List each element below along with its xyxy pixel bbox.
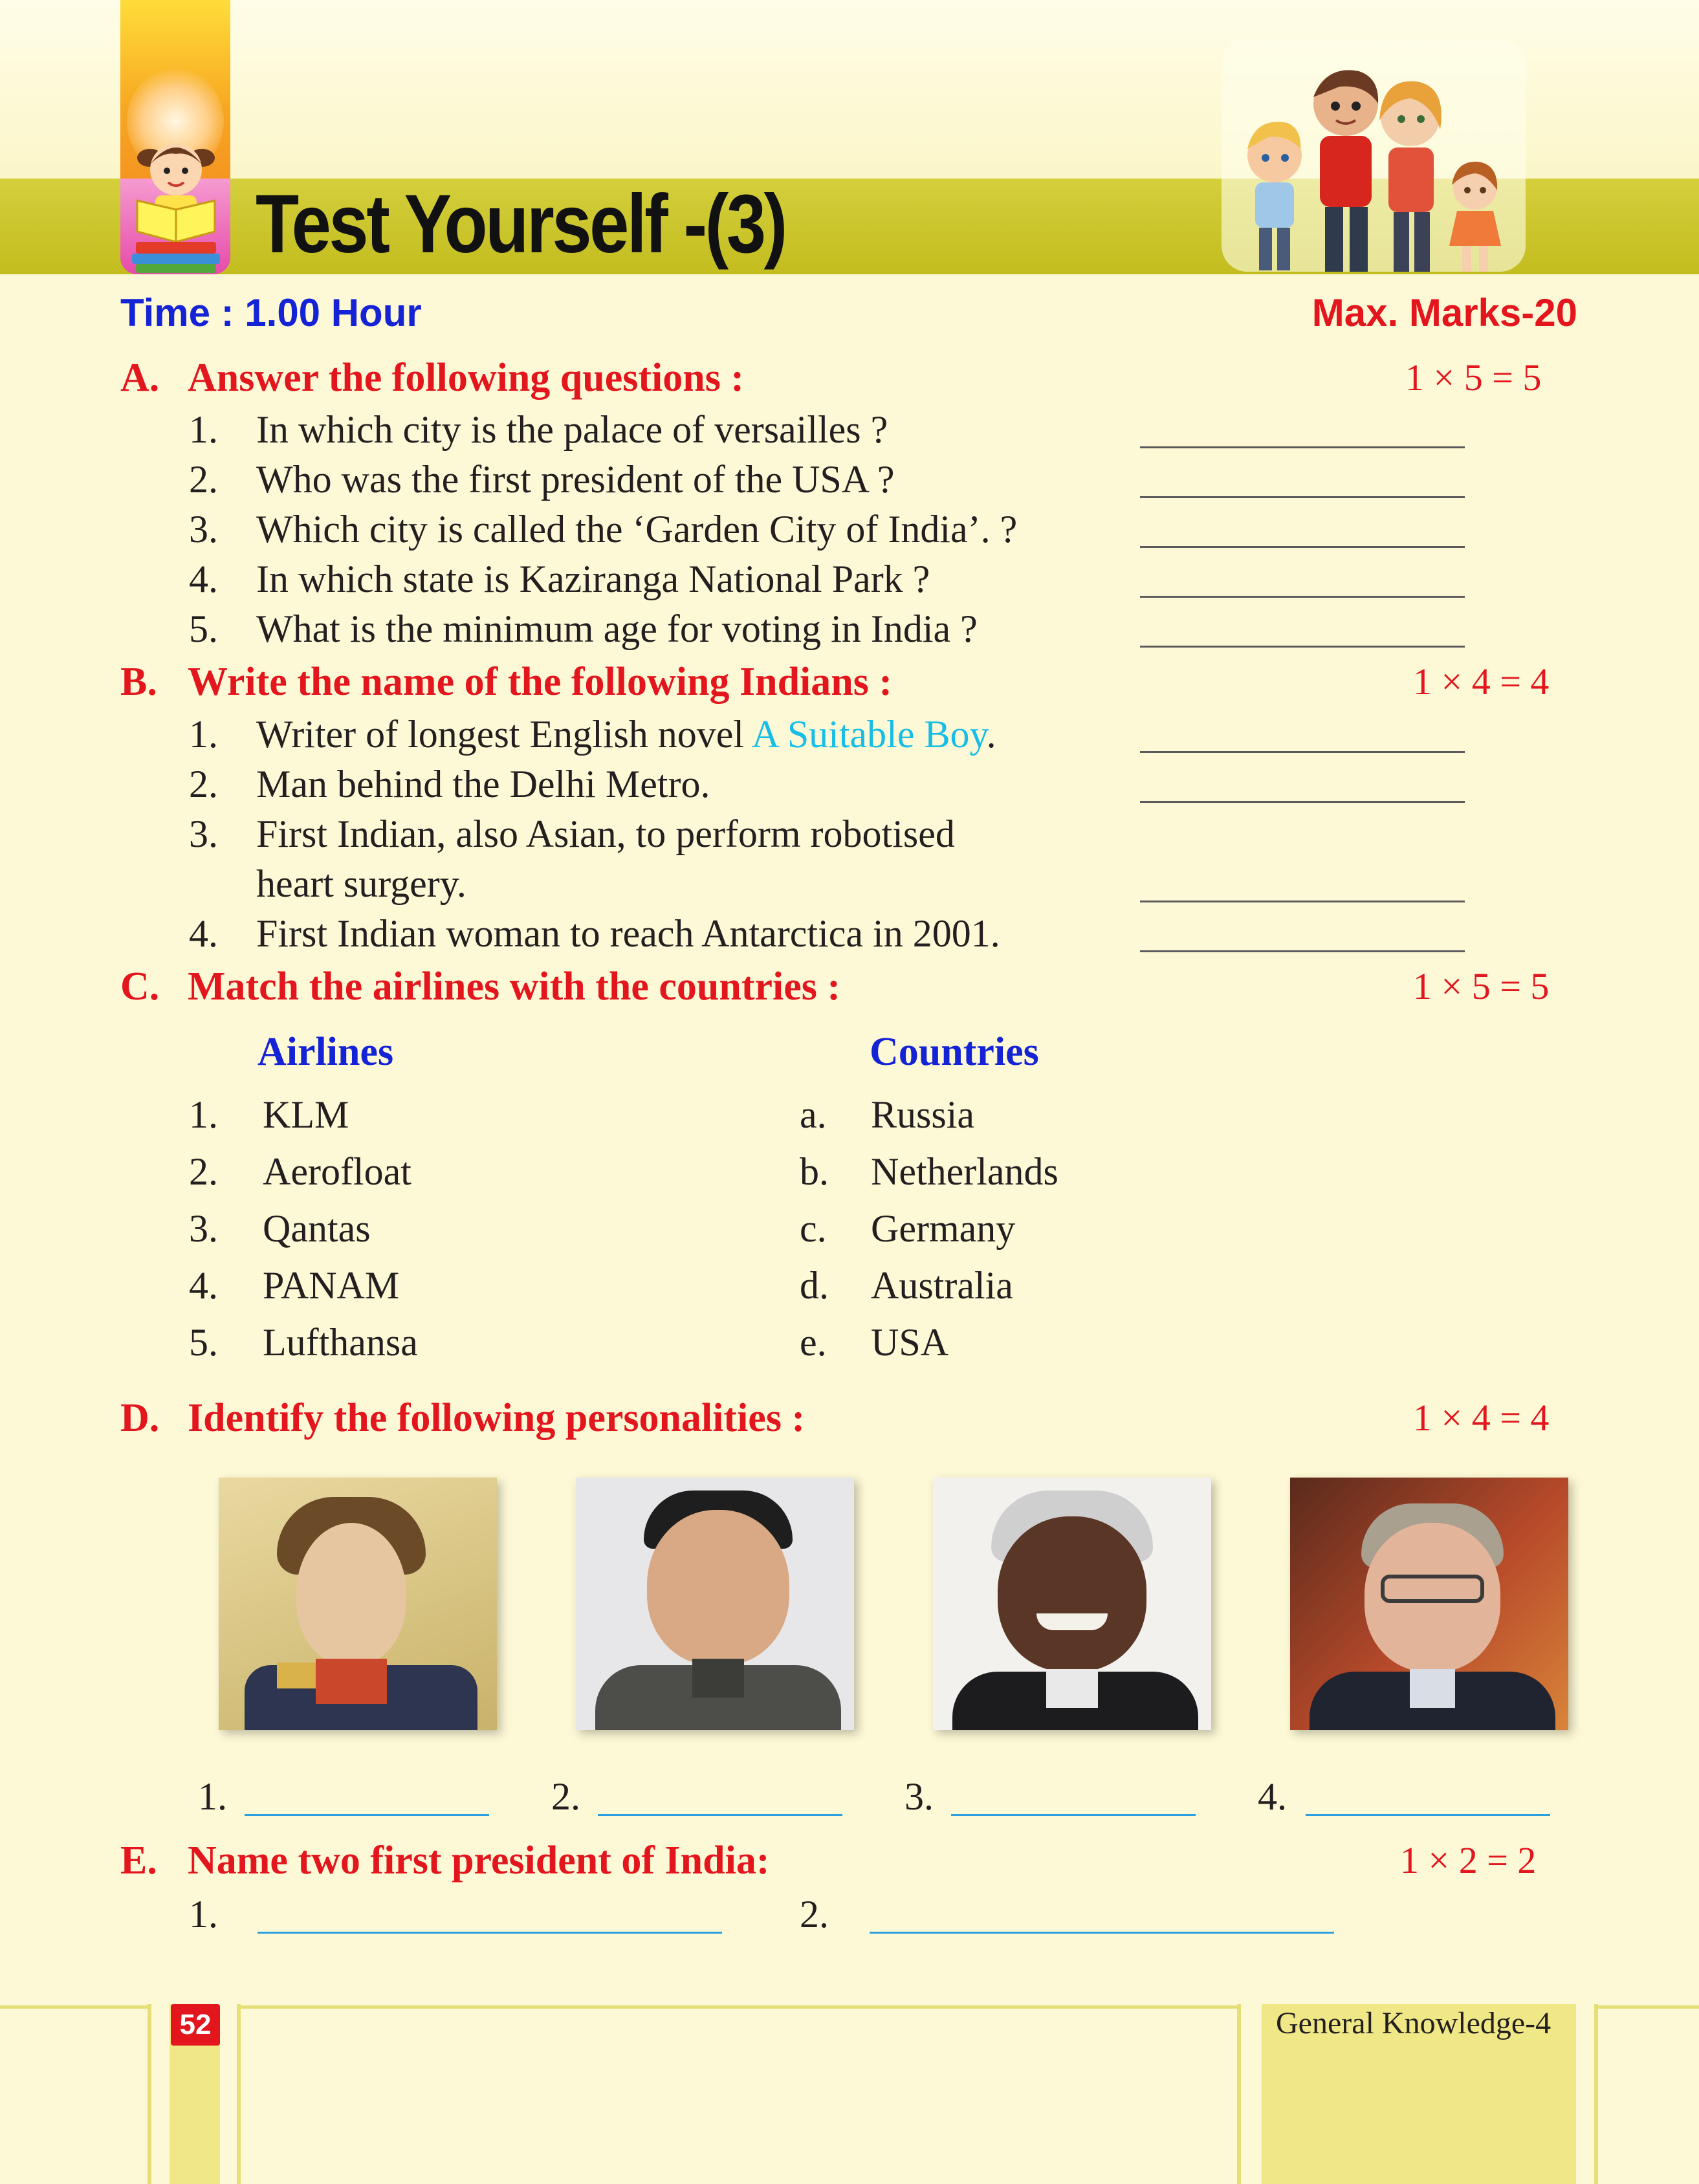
footer-divider bbox=[1594, 2004, 1598, 2184]
answer-line[interactable] bbox=[1140, 596, 1465, 598]
airline-name: KLM bbox=[263, 1093, 349, 1136]
question-text: First Indian woman to reach Antarctica in 2001. bbox=[256, 912, 1000, 955]
section-b-letter: B. bbox=[120, 660, 157, 704]
country-letter: c. bbox=[800, 1207, 827, 1250]
answer-number: 1. bbox=[189, 1893, 218, 1936]
family-cartoon-illustration bbox=[1229, 58, 1527, 278]
footer-divider bbox=[1237, 2004, 1241, 2184]
answer-number: 2. bbox=[800, 1893, 829, 1936]
question-text-continuation: heart surgery. bbox=[256, 862, 466, 905]
question-number: 1. bbox=[189, 408, 218, 451]
section-e-marks: 1 × 2 = 2 bbox=[1400, 1839, 1537, 1881]
answer-line[interactable] bbox=[245, 1814, 489, 1816]
question-number: 2. bbox=[189, 458, 218, 501]
section-d-heading: Identify the following personalities : bbox=[188, 1396, 806, 1440]
answer-line[interactable] bbox=[1140, 446, 1465, 448]
answer-line[interactable] bbox=[1140, 901, 1465, 902]
section-d-marks: 1 × 4 = 4 bbox=[1413, 1397, 1550, 1439]
page-title: Test Yourself -(3) bbox=[256, 178, 785, 270]
airline-name: PANAM bbox=[263, 1264, 400, 1307]
country-name: Germany bbox=[871, 1207, 1016, 1250]
book-title: General Knowledge-4 bbox=[1276, 2006, 1551, 2040]
question-number: 5. bbox=[189, 607, 218, 650]
answer-number: 3. bbox=[904, 1775, 934, 1818]
question-text: In which state is Kaziranga National Park ? bbox=[256, 558, 930, 600]
airline-name: Lufthansa bbox=[263, 1321, 418, 1364]
section-a-heading: Answer the following questions : bbox=[188, 356, 745, 400]
personality-photo-3 bbox=[933, 1478, 1211, 1730]
footer-rule bbox=[1598, 2005, 1699, 2009]
question-text-suffix: . bbox=[986, 713, 996, 756]
answer-line[interactable] bbox=[1140, 496, 1465, 498]
section-c-heading: Match the airlines with the countries : bbox=[188, 965, 841, 1009]
max-marks-label: Max. Marks-20 bbox=[1311, 291, 1577, 334]
question-text bbox=[256, 709, 996, 759]
question-text: Who was the first president of the USA ? bbox=[256, 458, 895, 501]
country-name: Russia bbox=[871, 1093, 975, 1136]
airline-number: 5. bbox=[189, 1321, 218, 1364]
personality-photo-4 bbox=[1290, 1478, 1568, 1730]
answer-line[interactable] bbox=[1140, 646, 1465, 648]
footer-rule bbox=[241, 2005, 1241, 2009]
footer-rule bbox=[0, 2005, 148, 2009]
airlines-column-heading: Airlines bbox=[258, 1030, 394, 1074]
section-b-marks: 1 × 4 = 4 bbox=[1413, 661, 1550, 703]
time-label: Time : 1.00 Hour bbox=[120, 291, 422, 334]
country-name: USA bbox=[871, 1321, 949, 1364]
question-text-prefix: Writer of longest English novel bbox=[256, 713, 752, 756]
answer-line[interactable] bbox=[1140, 546, 1465, 548]
section-c-marks: 1 × 5 = 5 bbox=[1413, 965, 1550, 1007]
footer-divider bbox=[148, 2004, 151, 2184]
airline-number: 3. bbox=[189, 1207, 218, 1250]
question-text: Which city is called the ‘Garden City of India’. ? bbox=[256, 508, 1018, 551]
book-title-highlight: A Suitable Boy bbox=[751, 713, 987, 756]
country-letter: e. bbox=[800, 1321, 827, 1364]
footer-divider bbox=[237, 2004, 241, 2184]
answer-line[interactable] bbox=[1140, 801, 1465, 803]
country-letter: b. bbox=[800, 1150, 829, 1193]
personality-photo-2 bbox=[576, 1478, 854, 1730]
section-d-letter: D. bbox=[120, 1396, 160, 1440]
airline-number: 1. bbox=[189, 1093, 218, 1136]
section-c-letter: C. bbox=[120, 965, 160, 1009]
question-number: 3. bbox=[189, 813, 218, 855]
answer-number: 2. bbox=[551, 1775, 580, 1818]
girl-reading-illustration bbox=[124, 124, 228, 274]
personality-photo-1 bbox=[219, 1478, 497, 1730]
airline-name: Qantas bbox=[263, 1207, 371, 1250]
question-number: 4. bbox=[189, 558, 218, 600]
section-a-letter: A. bbox=[120, 356, 160, 400]
answer-line[interactable] bbox=[1306, 1814, 1550, 1816]
country-name: Australia bbox=[871, 1264, 1013, 1307]
section-e-heading: Name two first president of India: bbox=[188, 1839, 770, 1883]
answer-number: 4. bbox=[1258, 1775, 1287, 1818]
question-number: 1. bbox=[189, 713, 218, 756]
countries-column-heading: Countries bbox=[870, 1030, 1039, 1074]
question-text: In which city is the palace of versailles ? bbox=[256, 408, 888, 451]
question-number: 2. bbox=[189, 763, 218, 805]
answer-number: 1. bbox=[198, 1775, 227, 1818]
page-number-badge: 52 bbox=[171, 2004, 220, 2046]
airline-name: Aerofloat bbox=[263, 1150, 411, 1193]
airline-number: 2. bbox=[189, 1150, 218, 1193]
country-name: Netherlands bbox=[871, 1150, 1058, 1193]
answer-line[interactable] bbox=[598, 1814, 842, 1816]
airline-number: 4. bbox=[189, 1264, 218, 1307]
answer-line[interactable] bbox=[951, 1814, 1196, 1816]
country-letter: d. bbox=[800, 1264, 829, 1307]
question-number: 3. bbox=[189, 508, 218, 551]
question-number: 4. bbox=[189, 912, 218, 955]
section-a-marks: 1 × 5 = 5 bbox=[1405, 356, 1542, 399]
answer-line[interactable] bbox=[870, 1932, 1334, 1934]
answer-line[interactable] bbox=[258, 1932, 722, 1934]
country-letter: a. bbox=[800, 1093, 827, 1136]
question-text: What is the minimum age for voting in India ? bbox=[256, 607, 978, 650]
section-e-letter: E. bbox=[120, 1839, 157, 1883]
answer-line[interactable] bbox=[1140, 950, 1465, 952]
section-b-heading: Write the name of the following Indians : bbox=[188, 660, 893, 704]
question-text: Man behind the Delhi Metro. bbox=[256, 763, 710, 805]
answer-line[interactable] bbox=[1140, 751, 1465, 753]
question-text: First Indian, also Asian, to perform robotised bbox=[256, 813, 955, 855]
